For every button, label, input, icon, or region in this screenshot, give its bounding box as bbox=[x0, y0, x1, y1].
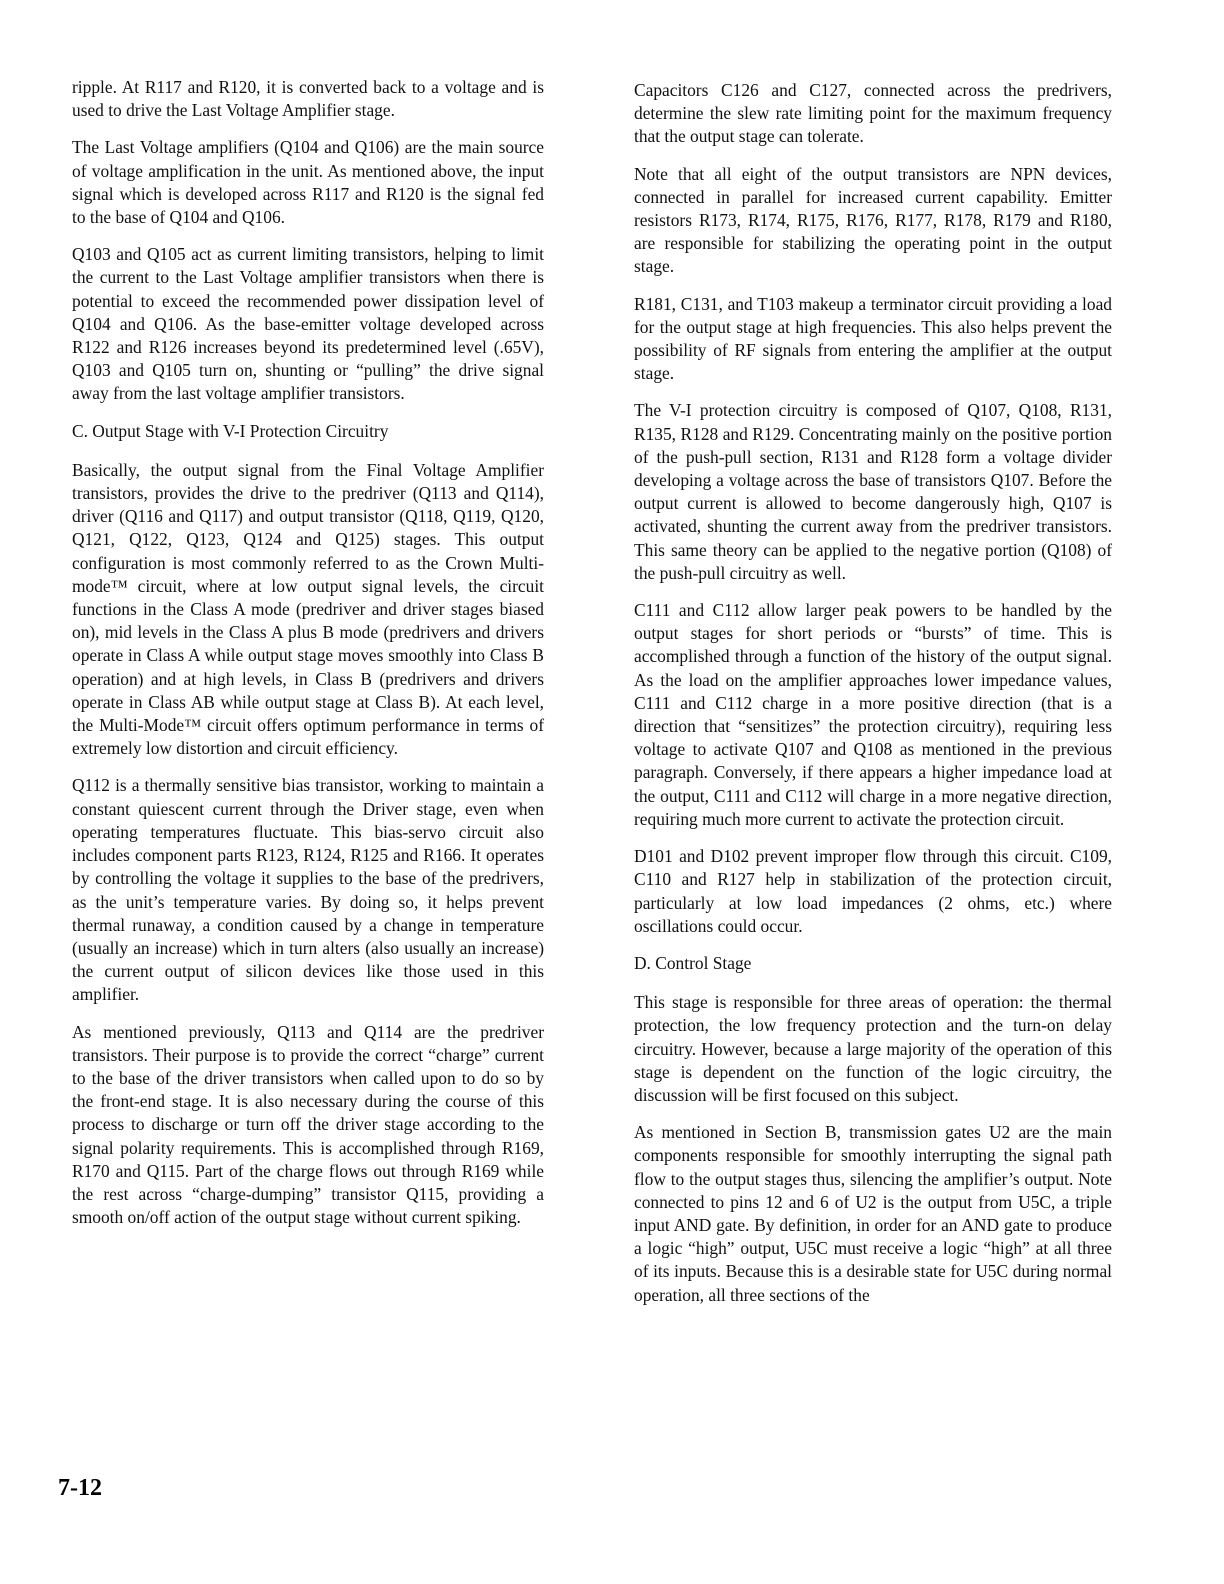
paragraph-npn-devices: Note that all eight of the output transistors are NPN devices, connected in parallel for increased current capability. Emitter resistors R173, R174, R175, R176, R177, R178, R179 and R180, are responsible for stabilizing the operating point in the output stage. bbox=[634, 163, 1112, 277]
section-heading-output-stage: C. Output Stage with V-I Protection Circuitry bbox=[72, 420, 389, 441]
paragraph-transmission-gates: As mentioned in Section B, transmission gates U2 are the main components responsible for smoothly interrupting the signal path flow to the output stages thus, silencing the amplifier’s output. Note connected to pins 12 and 6 of U2 is the output from U5C, a triple input AND gate. By definition, in order for an AND gate to produce a logic “high” output, U5C must receive a logic “high” at all three of its inputs. Because this is a desirable state for U5C during normal operation, all three sections of the bbox=[634, 1122, 1112, 1305]
section-heading-control-stage: D. Control Stage bbox=[634, 952, 752, 973]
paragraph-peak-powers: C111 and C112 allow larger peak powers to be handled by the output stages for short periods or “bursts” of time. This is accomplished through a function of the history of the output signal. As the load on the amplifier approaches lower impedance values, C111 and C112 charge in a more positive direction (that is a direction that “sensitizes” the protection circuitry), requiring less voltage to activate Q107 and Q108 as mentioned in the previous paragraph. Conversely, if there appears a higher impedance load at the output, C111 and C112 will charge in a more negative direction, requiring much more current to activate the protection circuit. bbox=[634, 600, 1112, 829]
paragraph-predriver-transistors: As mentioned previously, Q113 and Q114 are the predriver transistors. Their purpose is to provide the correct “charge” current to the base of the driver transistors when called upon to do so by the front-end stage. It is also necessary during the course of this process to discharge or turn off the driver stage according to the signal polarity requirements. This is accomplished through R169, R170 and Q115. Part of the charge flows out through R169 while the rest across “charge-dumping” transistor Q115, providing a smooth on/off action of the output stage without current spiking. bbox=[72, 1021, 544, 1228]
page-number: 7-12 bbox=[58, 1475, 102, 1501]
right-column bbox=[634, 79, 1112, 1321]
paragraph-stage-responsible: This stage is responsible for three areas of operation: the thermal protection, the low frequency protection and the turn-on delay circuitry. However, because a large majority of the operation of this stage is dependent on the function of the logic circuitry, the discussion will be first focused on this subject. bbox=[634, 992, 1112, 1105]
paragraph-capacitors: Capacitors C126 and C127, connected across the predrivers, determine the slew rate limiting point for the maximum frequency that the output stage can tolerate. bbox=[634, 80, 1112, 147]
paragraph-last-voltage-amplifiers: The Last Voltage amplifiers (Q104 and Q106) are the main source of voltage amplification in the unit. As mentioned above, the input signal which is developed across R117 and R120 is the signal fed to the base of Q104 and Q106. bbox=[72, 137, 544, 228]
paragraph-current-limiting: Q103 and Q105 act as current limiting transistors, helping to limit the current to the Last Voltage amplifier transistors when there is potential to exceed the recommended power dissipation level of Q104 and Q106. As the base-emitter voltage developed across R122 and R126 increases beyond its predetermined level (.65V), Q103 and Q105 turn on, shunting or “pulling” the drive signal away from the last voltage amplifier transistors. bbox=[72, 244, 544, 404]
left-column bbox=[72, 76, 544, 1243]
paragraph-improper-flow: D101 and D102 prevent improper flow through this circuit. C109, C110 and R127 help in stabilization of the protection circuit, particularly at low load impedances (2 ohms, etc.) where oscillations could occur. bbox=[634, 846, 1112, 936]
paragraph-bias-transistor: Q112 is a thermally sensitive bias transistor, working to maintain a constant quiescent current through the Driver stage, even when operating temperatures fluctuate. This bias-servo circuit also includes component parts R123, R124, R125 and R166. It operates by controlling the voltage it supplies to the base of the predrivers, as the unit’s temperature varies. By doing so, it helps prevent thermal runaway, a condition caused by a change in temperature (usually an increase) which in turn alters (also usually an increase) the current output of silicon devices like those used in this amplifier. bbox=[72, 775, 544, 1005]
paragraph-output-signal: Basically, the output signal from the Final Voltage Amplifier transistors, provides the drive to the predriver (Q113 and Q114), driver (Q116 and Q117) and output transistor (Q118, Q119, Q120, Q121, Q122, Q123, Q124 and Q125) stages. This output configuration is most commonly referred to as the Crown Multi-mode™ circuit, where at low output signal levels, the circuit functions in the Class A mode (predriver and driver stages biased on), mid levels in the Class A plus B mode (predrivers and drivers operate in Class A while output stage moves smoothly into Class B operation) and at high levels, in Class B (predrivers and drivers operate in Class AB while output stage at Class B). At each level, the Multi-Mode™ circuit offers optimum performance in terms of extremely low distortion and circuit efficiency. bbox=[72, 459, 544, 759]
paragraph-terminator-circuit: R181, C131, and T103 makeup a terminator circuit providing a load for the output stage at high frequencies. This also helps prevent the possibility of RF signals from entering the amplifier at the output stage. bbox=[634, 293, 1112, 384]
paragraph-ripple: ripple. At R117 and R120, it is converted back to a voltage and is used to drive the Last Voltage Amplifier stage. bbox=[72, 77, 544, 121]
paragraph-vi-protection: The V-I protection circuitry is composed of Q107, Q108, R131, R135, R128 and R129. Concentrating mainly on the positive portion of the push-pull section, R131 and R128 form a voltage divider developing a voltage across the base of transistors Q107. Before the output current is allowed to become dangerously high, Q107 is activated, shunting the current away from the predriver transistors. This same theory can be applied to the negative portion (Q108) of the push-pull circuitry as well. bbox=[634, 400, 1112, 583]
